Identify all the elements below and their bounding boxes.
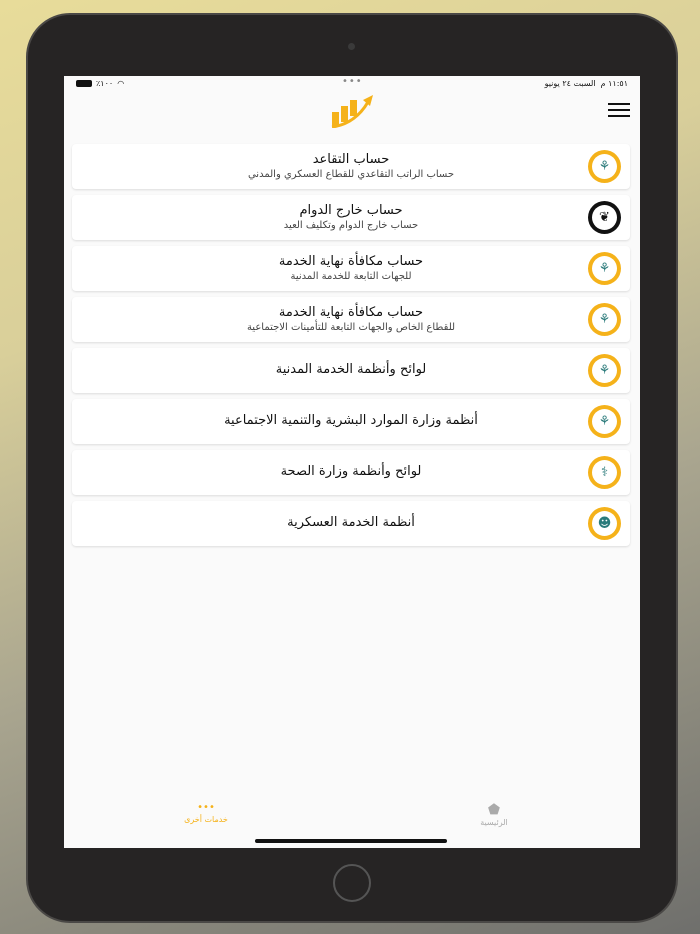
item-subtitle: حساب الراتب التقاعدي للقطاع العسكري والمدني (247, 169, 455, 180)
status-bar (64, 76, 640, 92)
tab-other-services[interactable] (166, 802, 246, 824)
ministry-emblem-icon: ⚘ (588, 150, 621, 183)
pentagon-home-icon: ⬟ (487, 802, 501, 818)
ministry-emblem-icon: ⚘ (588, 252, 621, 285)
item-title: أنظمة الخدمة العسكرية (287, 515, 415, 530)
wifi-icon: ◠ (117, 79, 125, 88)
app-screen (64, 76, 640, 848)
more-icon: ••• (197, 802, 215, 813)
item-title: لوائح وأنظمة الخدمة المدنية (275, 362, 427, 377)
item-subtitle: للجهات التابعة للخدمة المدنية (290, 271, 412, 282)
item-title: حساب مكافأة نهاية الخدمة (278, 305, 424, 320)
item-title: حساب التقاعد (312, 152, 390, 167)
ministry-emblem-icon: ⚘ (588, 354, 621, 387)
time: ١١:٥١ م (600, 79, 628, 88)
item-title: لوائح وأنظمة وزارة الصحة (280, 464, 422, 479)
ministry-emblem-icon: ⚘ (588, 405, 621, 438)
service-list-item[interactable] (72, 144, 630, 189)
service-list-item[interactable] (72, 501, 630, 546)
tab-label: الرئيسية (480, 818, 508, 827)
item-title: أنظمة وزارة الموارد البشرية والتنمية الاجتماعية (224, 413, 478, 428)
hamburger-menu-button[interactable] (608, 103, 630, 117)
wreath-emblem-icon: ❦ (588, 201, 621, 234)
soldier-icon: ☻ (588, 507, 621, 540)
ministry-emblem-icon: ⚘ (588, 303, 621, 336)
home-indicator (255, 839, 447, 843)
multitask-dots[interactable]: ••• (342, 76, 363, 87)
item-subtitle: حساب خارج الدوام وتكليف العيد (283, 220, 419, 231)
camera (348, 43, 355, 50)
date: السبت ٢٤ يونيو (544, 79, 596, 88)
home-button[interactable] (333, 864, 371, 902)
service-list-item[interactable] (72, 246, 630, 291)
service-list-item[interactable] (72, 450, 630, 495)
item-title: حساب مكافأة نهاية الخدمة (278, 254, 424, 269)
item-title: حساب خارج الدوام (299, 203, 403, 218)
service-list-item[interactable] (72, 195, 630, 240)
health-emblem-icon: ⚕ (588, 456, 621, 489)
service-list-item[interactable] (72, 348, 630, 393)
service-list-item[interactable] (72, 399, 630, 444)
item-subtitle: للقطاع الخاص والجهات التابعة للتأمينات الاجتماعية (246, 322, 456, 333)
tab-home[interactable] (454, 802, 534, 827)
battery-icon (76, 80, 92, 87)
battery-level: ٪١٠٠ (96, 79, 114, 88)
app-logo (330, 94, 374, 132)
tab-label: خدمات أخرى (184, 815, 228, 824)
service-list-item[interactable] (72, 297, 630, 342)
